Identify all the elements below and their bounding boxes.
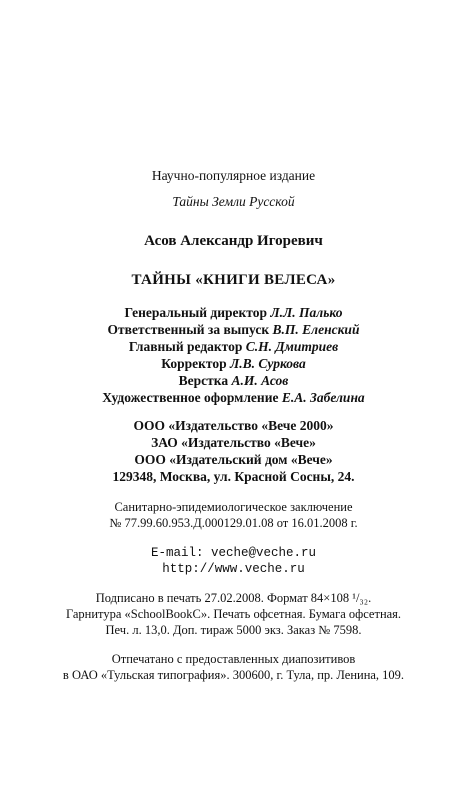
staff-name: Е.А. Забелина bbox=[281, 390, 365, 405]
staff-name: Л.Л. Палько bbox=[270, 305, 343, 320]
contact-email: E-mail: veche@veche.ru bbox=[150, 546, 317, 560]
staff-layout bbox=[0, 373, 467, 389]
staff-editor bbox=[0, 339, 467, 355]
author-name: Асов Александр Игоревич bbox=[144, 233, 323, 249]
print-info-line: Печ. л. 13,0. Доп. тираж 5000 экз. Заказ № 7598. bbox=[105, 623, 362, 637]
sanitary-title: Санитарно-эпидемиологическое заключение bbox=[114, 500, 353, 514]
staff-director bbox=[0, 305, 467, 321]
sanitary-number: № 77.99.60.953.Д.000129.01.08 от 16.01.2008 г. bbox=[109, 516, 358, 530]
print-info-line: Подписано в печать 27.02.2008. Формат 84×108 ¹/₃₂. bbox=[95, 591, 372, 605]
staff-name: А.И. Асов bbox=[231, 373, 289, 388]
staff-name: С.Н. Дмитриев bbox=[245, 339, 339, 354]
printing-house-line: в ОАО «Тульская типография». 300600, г. Тула, пр. Ленина, 109. bbox=[62, 668, 405, 682]
series-title: Тайны Земли Русской bbox=[172, 194, 295, 209]
staff-role: Ответственный за выпуск bbox=[107, 322, 270, 337]
staff-art bbox=[0, 390, 467, 406]
printing-house-line: Отпечатано с предоставленных диапозитивов bbox=[111, 652, 356, 666]
staff-release bbox=[0, 322, 467, 338]
staff-role: Корректор bbox=[161, 356, 227, 371]
staff-role: Главный редактор bbox=[128, 339, 243, 354]
staff-role: Верстка bbox=[178, 373, 229, 388]
publisher-line: ЗАО «Издательство «Вече» bbox=[151, 435, 316, 450]
staff-name: Л.В. Суркова bbox=[230, 356, 306, 371]
staff-role: Художественное оформление bbox=[102, 390, 279, 405]
publisher-address: 129348, Москва, ул. Красной Сосны, 24. bbox=[112, 469, 355, 484]
staff-role: Генеральный директор bbox=[124, 305, 268, 320]
publisher-line: ООО «Издательский дом «Вече» bbox=[134, 452, 333, 467]
staff-proofreader bbox=[0, 356, 467, 372]
book-title: ТАЙНЫ «КНИГИ ВЕЛЕСА» bbox=[131, 272, 336, 288]
print-info-line: Гарнитура «SchoolBookC». Печать офсетная. Бумага офсетная. bbox=[65, 607, 402, 621]
publisher-line: ООО «Издательство «Вече 2000» bbox=[133, 418, 334, 433]
contact-web: http://www.veche.ru bbox=[162, 562, 305, 576]
staff-name: В.П. Еленский bbox=[272, 322, 360, 337]
edition-type: Научно-популярное издание bbox=[151, 168, 316, 183]
